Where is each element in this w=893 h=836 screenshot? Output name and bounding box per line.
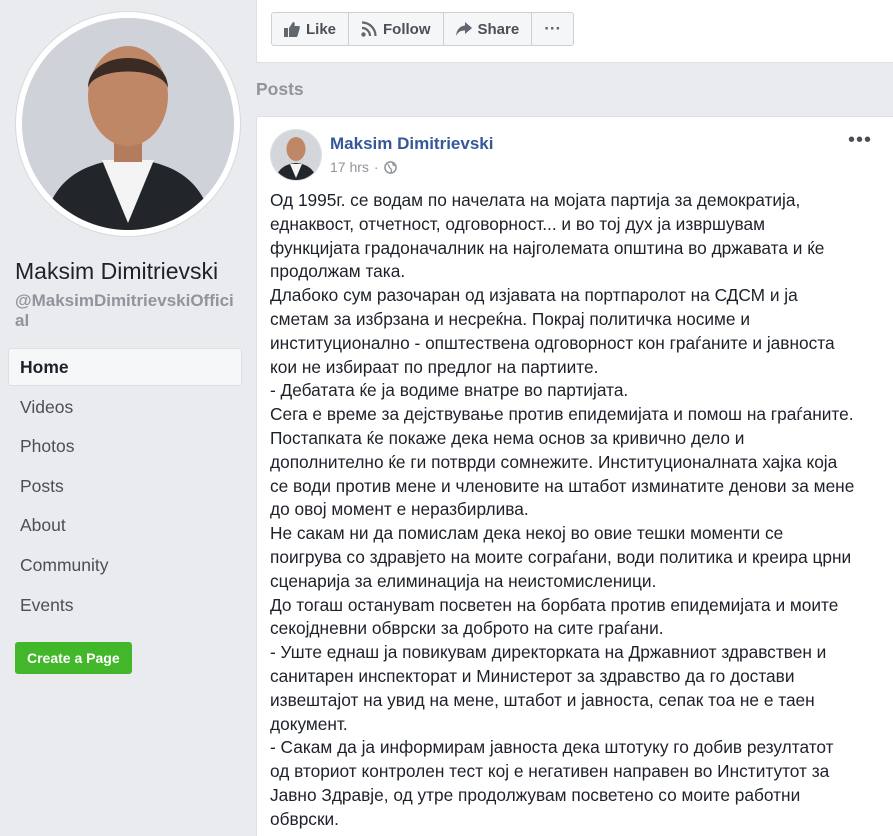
post-line: Не сакам ни да помислам дека некој во овие тешки моменти се [270,523,784,544]
posts-heading: Posts [256,79,304,99]
post-line: Јавно Здравје, од утре продолжувам посветено со моите работни [270,784,801,805]
post-line: санитарен инспекторат и Министерот за здравство да го достави [270,665,795,686]
nav-item-home[interactable]: Home [9,349,241,385]
share-button[interactable] [444,13,533,45]
post-author-name[interactable]: Maksim Dimitrievski [330,134,494,153]
post-body [270,189,880,832]
post-line: Постапката ќе покаже дека нема основ за кривично дело и [270,427,745,448]
post-line: Сега е време за дејствување против епидемијата и помош на граѓаните. [270,404,854,425]
nav-item-videos[interactable]: Videos [20,396,74,417]
page-action-bar [256,0,893,63]
post-line: Длабоко сум разочаран од изјавата на портпаролот на СДСМ и ја [270,285,798,306]
nav-item-photos[interactable]: Photos [20,436,75,457]
post-line: функцијата градоначалник на најголемата општина во државата и ќе [270,237,825,258]
profile-picture[interactable] [22,18,234,230]
like-label: Like [306,20,337,38]
post-line: кои не избираат по предлог на партиите. [270,356,599,377]
page-handle[interactable]: @MaksimDimitrievskiOfficial [15,291,234,330]
post-line: од вториот контролен тест кој е негативен направен во Институтот за [270,761,830,782]
post-line: дополнително ќе ги потврди сомнежите. Институционалната хајка која [270,451,838,472]
post-line: сметам за избрзана и несреќна. Покрај политичка носиме и [270,308,750,329]
profile-photo-person [22,18,234,230]
post-line: извештајот на увид на мене, штабот и јавноста, сепак тоа не е таен [270,689,815,710]
post-line: - Сакам да ја информирам јавноста дека штотуку го добив резултатот [270,737,834,758]
nav-item-events[interactable]: Events [20,594,74,615]
follow-button[interactable] [349,13,444,45]
post-line: еднаквост, отчетност, одговорност... и во тој дух ја извршувам [270,213,766,234]
action-button-group [271,12,574,46]
post-line: продолжам така. [270,261,406,282]
post-card [256,116,893,836]
globe-icon[interactable] [384,161,397,174]
post-line: До тогаш остануваm посветен на борбата против епидемијата и моите [270,594,839,615]
post-line: институционално - општествена одговорност кон граѓаните и јавноста [270,332,835,353]
author-photo [271,130,321,180]
post-line: - Дебатата ќе ја водиме внатре во партијата. [270,380,629,401]
page-nav [9,349,241,626]
post-line: документ. [270,713,348,734]
post-line: секојдневни обврски за доброто на сите граѓани. [270,618,664,639]
post-timestamp[interactable]: 17 hrs [330,159,369,175]
like-button[interactable] [272,13,349,45]
more-actions-icon: ··· [544,19,562,38]
thumbs-up-icon [284,22,300,37]
share-arrow-icon [456,22,472,36]
page-name[interactable]: Maksim Dimitrievski [15,258,219,284]
post-author-avatar[interactable] [271,130,321,180]
share-label: Share [477,20,520,38]
post-options-icon[interactable]: ••• [847,129,872,151]
post-line: - Уште еднаш ја повикувам директорката на Државниот здравствен и [270,642,827,663]
nav-item-community[interactable]: Community [20,554,109,575]
nav-item-about[interactable]: About [20,515,66,536]
follow-label: Follow [383,20,431,38]
post-line: до овој момент е неразбирлива. [270,499,529,520]
rss-feed-icon [361,21,377,37]
more-actions-button[interactable] [532,13,573,45]
post-line: сценарија за елиминација на неистомисленици. [270,570,657,591]
create-page-button[interactable]: Create a Page [15,642,132,674]
post-line: Од 1995г. се водам по начелата на мојата партија за демократија, [270,190,801,210]
nav-item-posts[interactable]: Posts [20,475,64,496]
post-line: поигрува со здравјето на моите сограѓани, води политика и креира црни [270,546,852,567]
meta-separator: · [373,159,379,175]
post-line: се води против мене и членовите на штабот изминатите денови за мене [270,475,855,496]
profile-picture-frame[interactable] [16,12,240,236]
post-line: обврски. [270,808,339,829]
post-meta [330,159,397,175]
